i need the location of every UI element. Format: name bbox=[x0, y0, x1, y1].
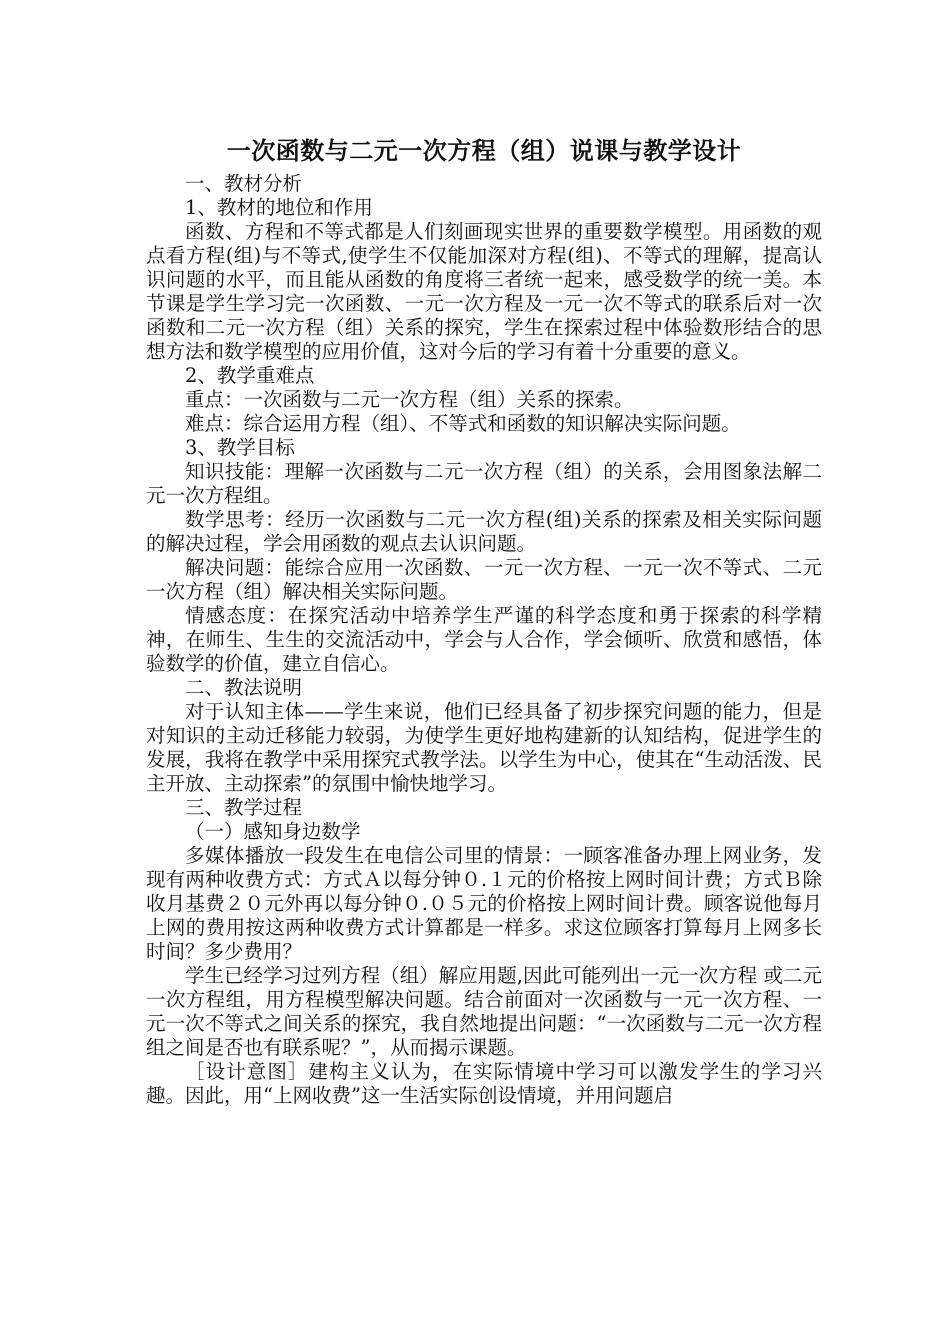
document-title: 一次函数与二元一次方程（组）说课与教学设计 bbox=[226, 136, 742, 165]
section-heading-method: 二、教法说明 bbox=[185, 676, 303, 699]
paragraph-goal-thinking: 数学思考：经历一次函数与二元一次方程(组)关系的探索及相关实际问题的解决过程，学会用函数的观点去认识问题。 bbox=[146, 508, 822, 555]
subheading-status-and-role: 1、教材的地位和作用 bbox=[185, 196, 373, 219]
subheading-teaching-goals: 3、教学目标 bbox=[185, 436, 295, 459]
paragraph-key-point: 重点：一次函数与二元一次方程（组）关系的探索。 bbox=[185, 388, 634, 411]
paragraph-status-and-role: 函数、方程和不等式都是人们刻画现实世界的重要数学模型。用函数的观点看方程(组)与不等式,使学生不仅能加深对方程(组)、不等式的理解，提高认识问题的水平，而且能从函数的角度将三者统一起来，感受数学的统一美。本节课是学生学习完一次函数、一元一次方程及一元一次不等式的联系后对一次函数和二元一次方程（组）关系的探究，学生在探索过程中体验数形结合的思想方法和数学模型的应用价值，这对今后的学习有着十分重要的意义。 bbox=[146, 220, 822, 363]
paragraph-goal-problem-solving: 解决问题：能综合应用一次函数、一元一次方程、一元一次不等式、二元一次方程（组）解决相关实际问题。 bbox=[146, 556, 822, 603]
paragraph-scenario: 多媒体播放一段发生在电信公司里的情景：一顾客准备办理上网业务，发现有两种收费方式：方式Ａ以每分钟０.１元的价格按上网时间计费；方式Ｂ除收月基费２０元外再以每分钟０.０５元的价格按上网时间计费。顾客说他每月上网的费用按这两种收费方式计算都是一样多。求这位顾客打算每月上网多长时间？多少费用？ bbox=[146, 844, 822, 963]
subheading-perceive-math: （一）感知身边数学 bbox=[185, 820, 361, 843]
paragraph-student-response: 学生已经学习过列方程（组）解应用题,因此可能列出一元一次方程 或二元一次方程组，用方程模型解决问题。结合前面对一次函数与一元一次方程、一元一次不等式之间关系的探究，我自然地提出问题：“一次函数与二元一次方程组之间是否也有联系呢？”，从而揭示课题。 bbox=[146, 964, 822, 1059]
subheading-key-points: 2、教学重难点 bbox=[185, 364, 315, 387]
paragraph-method: 对于认知主体——学生来说，他们已经具备了初步探究问题的能力，但是对知识的主动迁移能力较弱，为使学生更好地构建新的认知结构，促进学生的发展，我将在教学中采用探究式教学法。以学生为中心，使其在“生动活泼、民主开放、主动探索”的氛围中愉快地学习。 bbox=[146, 700, 822, 795]
paragraph-design-intent: ［设计意图］建构主义认为，在实际情境中学习可以激发学生的学习兴趣。因此，用“上网收费”这一生活实际创设情境，并用问题启 bbox=[146, 1060, 822, 1107]
document-body bbox=[146, 134, 822, 1108]
section-heading-process: 三、教学过程 bbox=[185, 796, 303, 819]
section-heading-material-analysis: 一、教材分析 bbox=[185, 172, 303, 195]
paragraph-goal-knowledge: 知识技能：理解一次函数与二元一次方程（组）的关系，会用图象法解二元一次方程组。 bbox=[146, 460, 822, 507]
paragraph-difficult-point: 难点：综合运用方程（组）、不等式和函数的知识解决实际问题。 bbox=[185, 412, 741, 435]
paragraph-goal-attitude: 情感态度：在探究活动中培养学生严谨的科学态度和勇于探索的科学精神，在师生、生生的交流活动中，学会与人合作，学会倾听、欣赏和感悟，体验数学的价值，建立自信心。 bbox=[146, 604, 822, 675]
